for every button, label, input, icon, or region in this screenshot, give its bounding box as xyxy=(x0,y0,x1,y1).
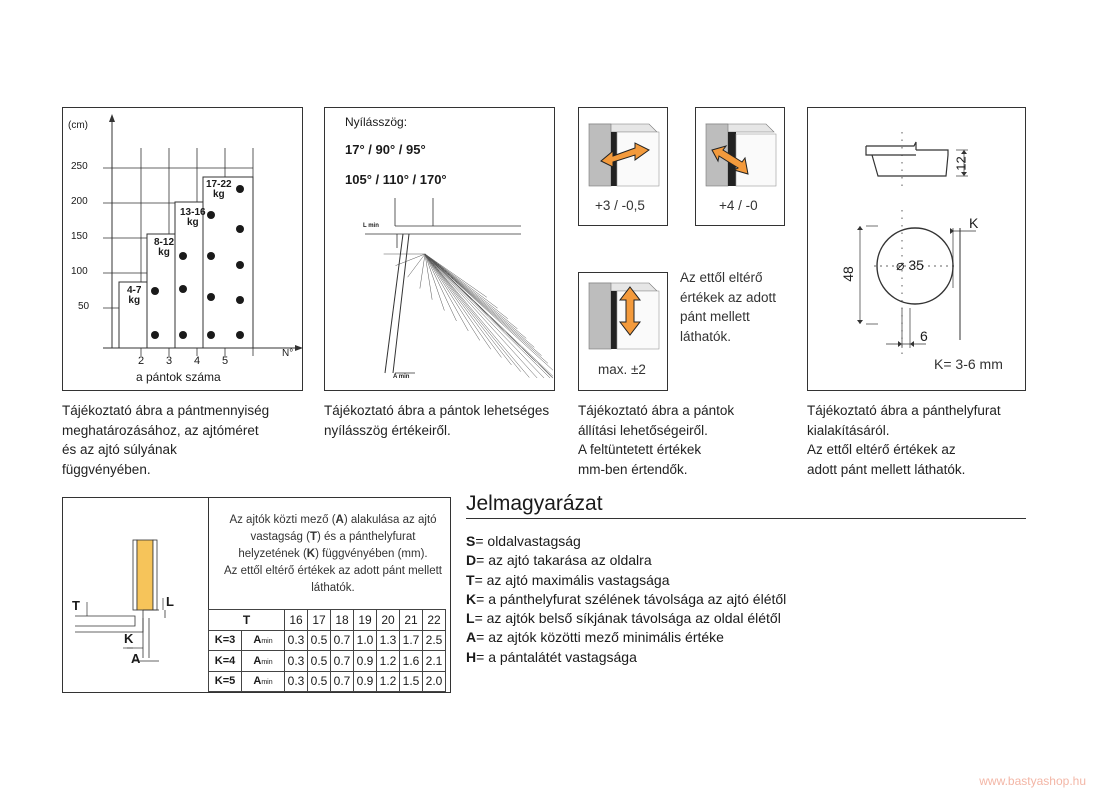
weight-label-4-7: 4-7 kg xyxy=(127,285,142,306)
depth-adjust-icon xyxy=(696,114,786,194)
table-cell: 0.9 xyxy=(354,651,377,672)
height-adjust-panel xyxy=(578,272,668,391)
t-value: 17 xyxy=(308,610,331,631)
table-cell: 0.7 xyxy=(331,630,354,651)
diagram-label-k: K xyxy=(124,631,134,646)
opening-angles-row-1: 17° / 90° / 95° xyxy=(345,142,426,157)
swing-line xyxy=(425,254,526,338)
table-cell: 0.5 xyxy=(308,671,331,692)
swing-line xyxy=(425,254,521,372)
legend-item-t: T= az ajtó maximális vastagsága xyxy=(466,571,670,588)
diagram-label-a: A xyxy=(131,651,141,666)
legend-title: Jelmagyarázat xyxy=(466,492,603,515)
legend-item-l: L= az ajtók belső síkjának távolsága az oldal élétől xyxy=(466,610,781,627)
legend-item-a: A= az ajtók közötti mező minimális értéke xyxy=(466,629,724,646)
t-value: 19 xyxy=(354,610,377,631)
y-tick-50: 50 xyxy=(78,301,90,312)
k-range-label: K= 3-6 mm xyxy=(934,356,1003,372)
y-tick-250: 250 xyxy=(71,161,88,172)
weight-label-8-12: 8-12 kg xyxy=(154,237,175,258)
swing-line xyxy=(425,254,508,319)
table-cell: 2.1 xyxy=(423,651,446,672)
t-value: 18 xyxy=(331,610,354,631)
table-cell: 0.5 xyxy=(308,651,331,672)
swing-line xyxy=(425,254,498,308)
amin-table xyxy=(208,609,446,692)
height-adjust-value: max. ±2 xyxy=(598,362,646,377)
amin-table-header xyxy=(209,610,446,631)
adjustment-caption: Tájékoztató ábra a pántok állítási lehetőségeiről. A feltüntetett értékek mm-ben értendők. xyxy=(578,403,735,477)
y-unit-label: (cm) xyxy=(68,120,88,131)
table-cell: 0.3 xyxy=(285,630,308,651)
table-row xyxy=(209,671,446,692)
diagram-label-t: T xyxy=(72,598,80,613)
t-value: 20 xyxy=(377,610,400,631)
hinge-boring-caption: Tájékoztató ábra a pánthelyfurat kialakításáról. Az ettől eltérő értékek az adott pánt mellett láthatók. xyxy=(807,403,1001,477)
legend-item-h: H= a pántalátét vastagsága xyxy=(466,648,637,665)
t-value: 16 xyxy=(285,610,308,631)
swing-line xyxy=(425,254,537,378)
depth-adjust-value: +4 / -0 xyxy=(719,198,758,213)
opening-angle-caption: Tájékoztató ábra a pántok lehetséges nyílásszög értékeiről. xyxy=(324,403,550,438)
depth-adjust-panel xyxy=(695,107,785,226)
hinge-boring-panel xyxy=(807,107,1026,391)
legend-list xyxy=(466,532,786,667)
table-cell: 1.0 xyxy=(354,630,377,651)
table-cell: 2.5 xyxy=(423,630,446,651)
cup-diameter-dimension: ⌀ 35 xyxy=(896,257,924,273)
amin-header-t: T xyxy=(209,610,285,631)
k-value: K=5 xyxy=(209,671,242,692)
y-tick-100: 100 xyxy=(71,266,88,277)
swing-line xyxy=(425,254,550,378)
table-cell: 1.2 xyxy=(377,671,400,692)
table-cell: 1.6 xyxy=(400,651,423,672)
swing-line xyxy=(425,254,511,365)
edge-distance-6: 6 xyxy=(920,328,928,344)
diagram-label-l: L xyxy=(166,594,174,609)
door-gap-description: Az ajtók közti mező (A) alakulása az ajtó vastagság (T) és a pánthelyfurat helyzetének (K) függvényében (mm). Az ettől eltérő értékek az adott pánt mellett láthatók. xyxy=(224,514,442,594)
l-min-label: L min xyxy=(363,223,379,229)
swing-line xyxy=(420,254,425,289)
table-cell: 1.7 xyxy=(400,630,423,651)
x-tick-5: 5 xyxy=(222,355,229,367)
t-value: 22 xyxy=(423,610,446,631)
y-tick-150: 150 xyxy=(71,231,88,242)
table-cell: 1.2 xyxy=(377,651,400,672)
x-tick-4: 4 xyxy=(194,355,201,367)
swing-line xyxy=(425,254,501,357)
table-cell: 0.7 xyxy=(331,671,354,692)
x-unit-label: N° xyxy=(282,348,294,359)
k-value: K=4 xyxy=(209,651,242,672)
a-min-label: A min xyxy=(393,374,410,380)
x-tick-3: 3 xyxy=(166,355,173,367)
hinge-boring-diagram xyxy=(808,108,1027,392)
watermark: www.bastyashop.hu xyxy=(979,774,1086,788)
opening-angle-title: Nyílásszög: xyxy=(345,115,408,129)
table-cell: 1.5 xyxy=(400,671,423,692)
opening-angle-diagram xyxy=(325,108,556,392)
table-row xyxy=(209,651,446,672)
swing-line xyxy=(425,254,480,340)
hinge-quantity-caption: Tájékoztató ábra a pántmennyiség meghatározásához, az ajtóméret és az ajtó súlyának függvényében. xyxy=(62,403,270,477)
swing-line xyxy=(425,254,529,378)
amin-label: Amin xyxy=(242,630,285,651)
swing-line xyxy=(425,254,553,370)
legend-divider xyxy=(466,518,1026,519)
amin-label: Amin xyxy=(242,671,285,692)
table-cell: 2.0 xyxy=(423,671,446,692)
t-value: 21 xyxy=(400,610,423,631)
adjustment-side-panel xyxy=(578,107,668,226)
hinge-quantity-diagram xyxy=(63,108,304,392)
table-cell: 0.9 xyxy=(354,671,377,692)
swing-line xyxy=(425,254,544,378)
table-cell: 0.5 xyxy=(308,630,331,651)
weight-label-13-16: 13-16 kg xyxy=(180,207,206,228)
legend-item-k: K= a pánthelyfurat szélének távolsága az ajtó élétől xyxy=(466,590,787,607)
hinge-quantity-panel xyxy=(62,107,303,391)
side-adjust-icon xyxy=(579,114,669,194)
opening-angle-panel xyxy=(324,107,555,391)
table-cell: 0.3 xyxy=(285,651,308,672)
cup-height-dimension: 48 xyxy=(839,266,856,282)
table-cell: 0.7 xyxy=(331,651,354,672)
x-tick-2: 2 xyxy=(138,355,145,367)
height-adjust-icon xyxy=(579,279,669,359)
k-dimension-label: K xyxy=(969,215,979,231)
x-axis-label: a pántok száma xyxy=(136,370,221,384)
opening-angles-row-2: 105° / 110° / 170° xyxy=(345,172,447,187)
weight-label-17-22: 17-22 kg xyxy=(206,179,232,200)
cup-depth-dimension: 12 xyxy=(953,156,969,171)
table-cell: 0.3 xyxy=(285,671,308,692)
y-tick-200: 200 xyxy=(71,196,88,207)
k-value: K=3 xyxy=(209,630,242,651)
side-adjust-value: +3 / -0,5 xyxy=(595,198,645,213)
amin-label: Amin xyxy=(242,651,285,672)
table-cell: 1.3 xyxy=(377,630,400,651)
swing-line xyxy=(425,254,456,321)
adjustment-note: Az ettől eltérő értékek az adott pánt mellett láthatók. xyxy=(680,270,777,344)
swing-line xyxy=(425,254,517,329)
swing-line xyxy=(425,254,553,376)
legend-item-d: D= az ajtó takarása az oldalra xyxy=(466,552,652,569)
table-row xyxy=(209,630,446,651)
legend-item-s: S= oldalvastagság xyxy=(466,533,581,549)
